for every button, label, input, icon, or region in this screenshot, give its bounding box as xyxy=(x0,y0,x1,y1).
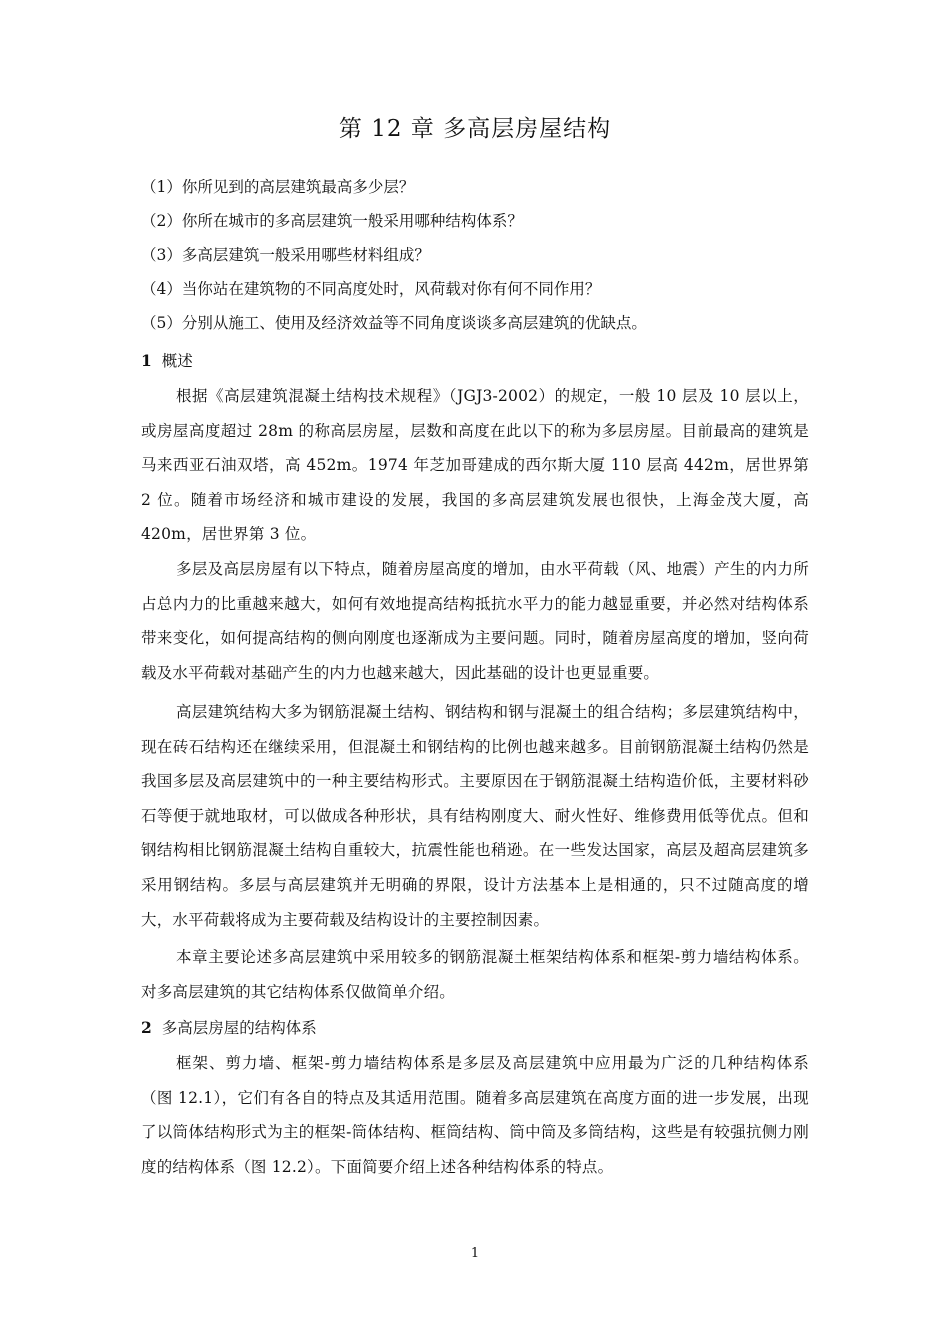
question-item: （5）分别从施工、使用及经济效益等不同角度谈谈多高层建筑的优缺点。 xyxy=(141,314,647,332)
paragraph: 框架、剪力墙、框架-剪力墙结构体系是多层及高层建筑中应用最为广泛的几种结构体系（图 12.1），它们有各自的特点及其适用范围。随着多高层建筑在高度方面的进一步发展，出现了以筒体结构形式为主的框架-筒体结构、框筒结构、筒中筒及多筒结构，这些是有较强抗侧力刚度的结构体系（图 12.2）。下面简要介绍上述各种结构体系的特点。 xyxy=(141,1054,809,1176)
question-item: （3）多高层建筑一般采用哪些材料组成？ xyxy=(141,246,430,264)
question-item: （1）你所见到的高层建筑最高多少层？ xyxy=(141,178,415,196)
paragraph: 多层及高层房屋有以下特点，随着房屋高度的增加，由水平荷载（风、地震）产生的内力所占总内力的比重越来越大，如何有效地提高结构抵抗水平力的能力越显重要，并必然对结构体系带来变化，如何提高结构的侧向刚度也逐渐成为主要问题。同时，随着房屋高度的增加，竖向荷载及水平荷载对基础产生的内力也越来越大，因此基础的设计也更显重要。 xyxy=(141,560,809,682)
section-number: 2 xyxy=(141,1018,152,1037)
section-title: 概述 xyxy=(161,352,193,370)
paragraph: 本章主要论述多高层建筑中采用较多的钢筋混凝土框架结构体系和框架-剪力墙结构体系。对多高层建筑的其它结构体系仅做简单介绍。 xyxy=(141,948,809,1001)
question-item: （4）当你站在建筑物的不同高度处时，风荷载对你有何不同作用？ xyxy=(141,280,601,298)
section-heading-overview xyxy=(141,344,193,378)
question-item: （2）你所在城市的多高层建筑一般采用哪种结构体系？ xyxy=(141,212,523,230)
paragraph: 高层建筑结构大多为钢筋混凝土结构、钢结构和钢与混凝土的组合结构；多层建筑结构中，现在砖石结构还在继续采用，但混凝土和钢结构的比例也越来越多。目前钢筋混凝土结构仍然是我国多层及高层建筑中的一种主要结构形式。主要原因在于钢筋混凝土结构造价低，主要材料砂石等便于就地取材，可以做成各种形状，具有结构刚度大、耐火性好、维修费用低等优点。但和钢结构相比钢筋混凝土结构自重较大，抗震性能也稍逊。在一些发达国家，高层及超高层建筑多采用钢结构。多层与高层建筑并无明确的界限，设计方法基本上是相通的，只不过随高度的增大，水平荷载将成为主要荷载及结构设计的主要控制因素。 xyxy=(141,703,809,929)
paragraph: 根据《高层建筑混凝土结构技术规程》（JGJ3-2002）的规定，一般 10 层及 10 层以上，或房屋高度超过 28m 的称高层房屋，层数和高度在此以下的称为多层房屋。目前最高的建筑是马来西亚石油双塔，高 452m。1974 年芝加哥建成的西尔斯大厦 110 层高 442m，居世界第 2 位。随着市场经济和城市建设的发展，我国的多高层建筑发展也很快，上海金茂大厦，高 420m，居世界第 3 位。 xyxy=(141,387,809,544)
chapter-title: 第 12 章 多高层房屋结构 xyxy=(338,116,612,142)
section-number: 1 xyxy=(141,351,152,370)
section-heading-structural-systems xyxy=(141,1011,317,1045)
question-list xyxy=(141,170,821,340)
page-number: 1 xyxy=(470,1246,480,1261)
section-title: 多高层房屋的结构体系 xyxy=(161,1019,317,1037)
